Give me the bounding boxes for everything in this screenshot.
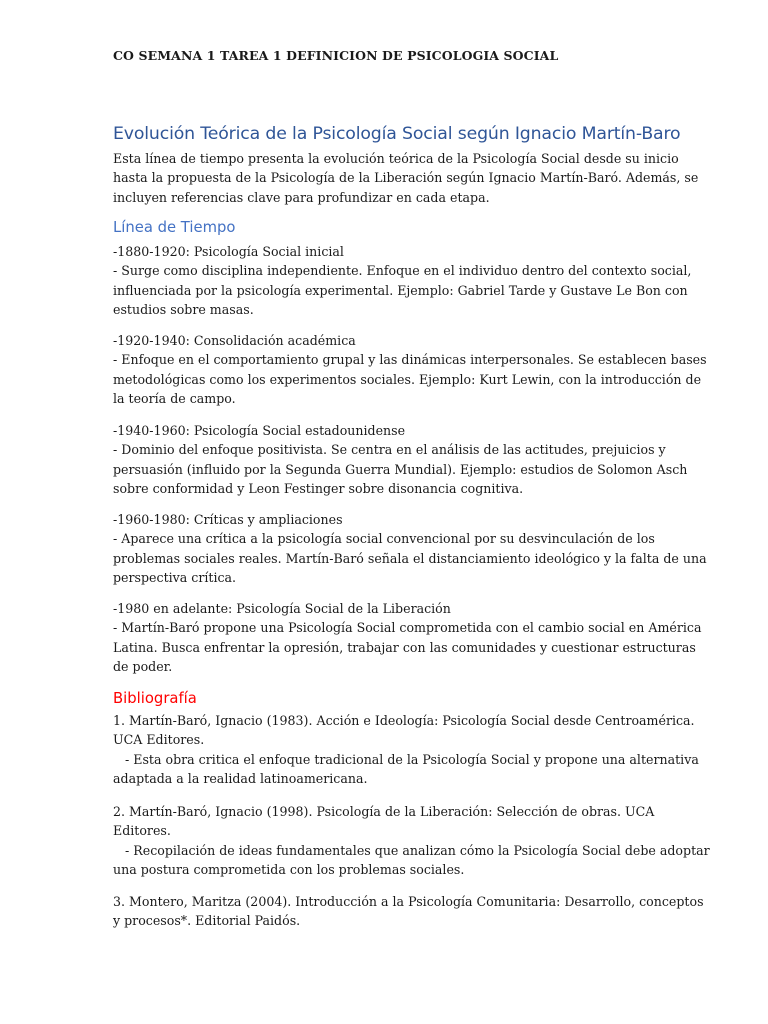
bibliography-citation: 2. Martín-Baró, Ignacio (1998). Psicología de la Liberación: Selección de obras. UCA (113, 804, 655, 819)
timeline-entry-text: perspectiva crítica. (113, 570, 237, 586)
timeline-heading: Línea de Tiempo (113, 219, 236, 236)
timeline-entry-text: - Dominio del enfoque positivista. Se centra en el análisis de las actitudes, prejuicios y (113, 442, 666, 458)
intro-line: incluyen referencias clave para profundizar en cada etapa. (113, 189, 490, 205)
timeline-entry-period: -1960-1980: Críticas y ampliaciones (113, 512, 343, 527)
timeline-entry (113, 510, 707, 588)
timeline-entry (113, 421, 687, 499)
timeline-entry-text: - Martín-Baró propone una Psicología Social comprometida con el cambio social en América (113, 620, 702, 636)
timeline-entry-text: Latina. Busca enfrentar la opresión, trabajar con las comunidades y cuestionar estructuras (113, 639, 696, 655)
timeline-entry-text: - Aparece una crítica a la psicología social convencional por su desvinculación de los (113, 531, 655, 547)
timeline-entry (113, 242, 691, 320)
bibliography-note: - Esta obra critica el enfoque tradicional de la Psicología Social y propone una alternativa (113, 751, 699, 767)
bibliography-entry (113, 711, 699, 789)
bibliography-heading: Bibliografía (113, 690, 197, 707)
timeline-entry-period: -1920-1940: Consolidación académica (113, 333, 356, 348)
document-header: CO SEMANA 1 TAREA 1 DEFINICION DE PSICOLOGIA SOCIAL (113, 48, 559, 63)
bibliography-note: una postura comprometida con los problemas sociales. (113, 862, 465, 878)
bibliography-note: adaptada a la realidad latinoamericana. (113, 771, 368, 787)
timeline-entry-period: -1880-1920: Psicología Social inicial (113, 244, 344, 259)
timeline-entry-text: problemas sociales reales. Martín-Baró señala el distanciamiento ideológico y la falta de una (113, 550, 707, 566)
timeline-entry-text: de poder. (113, 659, 173, 675)
timeline-entry-text: metodológicas como los experimentos sociales. Ejemplo: Kurt Lewin, con la introducción de (113, 371, 702, 387)
timeline-entry-period: -1980 en adelante: Psicología Social de la Liberación (113, 601, 451, 616)
intro-paragraph (113, 149, 698, 207)
bibliography-citation: y procesos*. Editorial Paidós. (113, 913, 301, 929)
timeline-entry-period: -1940-1960: Psicología Social estadounidense (113, 423, 406, 438)
intro-line: Esta línea de tiempo presenta la evolución teórica de la Psicología Social desde su inicio (113, 151, 679, 166)
timeline-entry-text: estudios sobre masas. (113, 302, 254, 318)
timeline-entry-text: influenciada por la psicología experimental. Ejemplo: Gabriel Tarde y Gustave Le Bon con (113, 282, 688, 298)
timeline-entry-text: - Surge como disciplina independiente. Enfoque en el individuo dentro del contexto social, (113, 263, 692, 279)
bibliography-citation: UCA Editores. (113, 732, 205, 748)
intro-line: hasta la propuesta de la Psicología de la Liberación según Ignacio Martín-Baró. Además, se (113, 170, 699, 186)
bibliography-citation: 1. Martín-Baró, Ignacio (1983). Acción e Ideología: Psicología Social desde Centroamérica. (113, 713, 695, 728)
timeline-entry-text: sobre conformidad y Leon Festinger sobre disonancia cognitiva. (113, 481, 524, 497)
bibliography-citation: Editores. (113, 823, 171, 839)
timeline-entry-text: - Enfoque en el comportamiento grupal y las dinámicas interpersonales. Se establecen bases (113, 352, 707, 368)
timeline-entry (113, 599, 701, 677)
bibliography-note: - Recopilación de ideas fundamentales que analizan cómo la Psicología Social debe adoptar (113, 842, 710, 858)
timeline-entry-text: la teoría de campo. (113, 391, 236, 407)
timeline-entry (113, 331, 707, 409)
timeline-entry-text: persuasión (influido por la Segunda Guerra Mundial). Ejemplo: estudios de Solomon Asch (113, 461, 688, 477)
bibliography-entry (113, 802, 710, 880)
bibliography-entry (113, 892, 704, 931)
bibliography-citation: 3. Montero, Maritza (2004). Introducción a la Psicología Comunitaria: Desarrollo, conceptos (113, 894, 704, 909)
page-title: Evolución Teórica de la Psicología Social según Ignacio Martín-Baro (113, 124, 681, 144)
